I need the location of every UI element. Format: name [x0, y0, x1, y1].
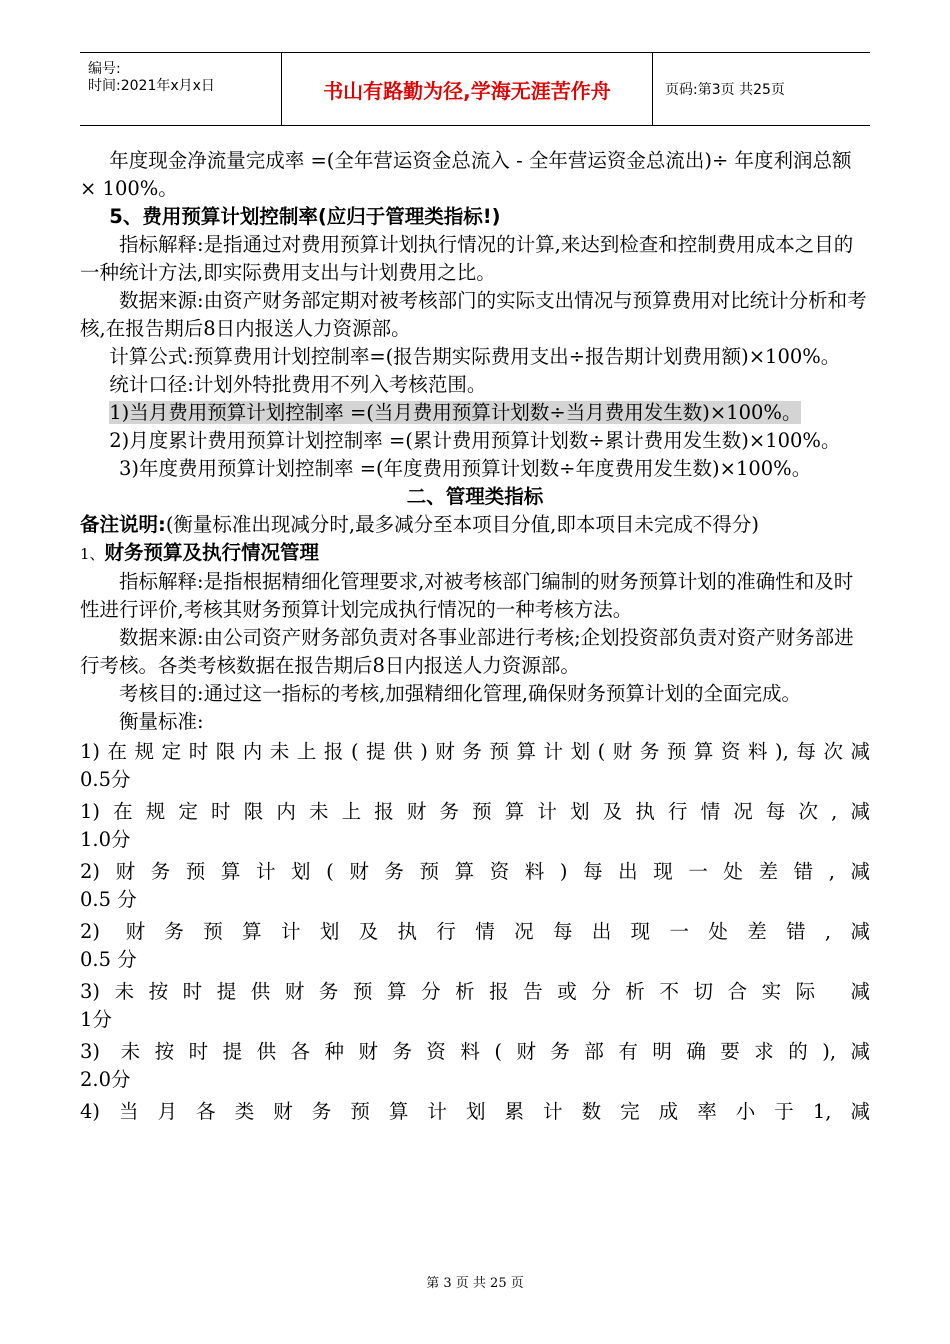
criteria-line: 2) 财务预算计划及执行情况每出现一处差错,减 [80, 920, 870, 943]
item-heading [80, 539, 870, 568]
criteria-line: 0.5分 [80, 768, 131, 791]
criteria-line: 0.5 分 [80, 948, 137, 971]
paragraph: 3)年度费用预算计划控制率 =(年度费用预算计划数÷年度费用发生数)×100%。 [119, 457, 812, 480]
criteria-line: 0.5 分 [80, 888, 137, 911]
header-meta [80, 53, 282, 125]
criteria-line: 1)在规定时限内未上报财务预算计划及执行情况每次,减 [80, 800, 870, 823]
header-motto: 书山有路勤为径,学海无涯苦作舟 [282, 53, 653, 125]
note-paragraph [80, 511, 870, 539]
criteria-line: 1分 [80, 1008, 112, 1031]
paragraph: 统计口径:计划外特批费用不列入考核范围。 [109, 373, 487, 396]
criteria-line: 3) 未按时提供各种财务资料(财务部有明确要求的),减 [80, 1040, 870, 1063]
paragraph: 指标解释:是指通过对费用预算计划执行情况的计算,来达到检查和控制费用成本之目的一种统计方法,即实际费用支出与计划费用之比。 [80, 233, 854, 284]
paragraph: 数据来源:由公司资产财务部负责对各事业部进行考核;企划投资部负责对资产财务部进行考核。各类考核数据在报告期后8日内报送人力资源部。 [80, 626, 854, 677]
item-number: 1、 [80, 545, 105, 563]
doc-time: 时间:2021年x月x日 [88, 78, 215, 94]
paragraph: 考核目的:通过这一指标的考核,加强精细化管理,确保财务预算计划的全面完成。 [119, 682, 801, 705]
criteria-line: 2)财务预算计划(财务预算资料)每出现一处差错,减 [80, 860, 870, 883]
criteria-line: 1)在规定时限内未上报(提供)财务预算计划(财务预算资料),每次减 [80, 740, 870, 763]
note-text: (衡量标准出现减分时,最多减分至本项目分值,即本项目未完成不得分) [165, 513, 759, 536]
page-footer: 第 3 页 共 25 页 [426, 1276, 524, 1291]
page-header [80, 52, 870, 126]
item-title: 财务预算及执行情况管理 [104, 541, 320, 564]
criteria-line: 3)未按时提供财务预算分析报告或分析不切合实际 减 [80, 980, 870, 1003]
subheading: 5、费用预算计划控制率(应归于管理类指标!) [109, 205, 501, 228]
paragraph: 数据来源:由资产财务部定期对被考核部门的实际支出情况与预算费用对比统计分析和考核,在报告期后8日内报送人力资源部。 [80, 289, 867, 340]
criteria-line: 4)当月各类财务预算计划累计数完成率小于1,减 [80, 1100, 870, 1123]
paragraph: 指标解释:是指根据精细化管理要求,对被考核部门编制的财务预算计划的准确性和及时性进行评价,考核其财务预算计划完成执行情况的一种考核方法。 [80, 570, 854, 621]
highlighted-text: 1)当月费用预算计划控制率 =(当月费用预算计划数÷当月费用发生数)×100%。 [109, 401, 802, 424]
paragraph-highlighted [80, 399, 870, 427]
paragraph: 计算公式:预算费用计划控制率=(报告期实际费用支出÷报告期计划费用额)×100%。 [109, 345, 841, 368]
paragraph: 衡量标准: [119, 710, 204, 733]
document-body [80, 147, 870, 1126]
doc-number-label: 编号: [88, 61, 121, 77]
section-title: 二、管理类指标 [406, 485, 544, 508]
header-page-info: 页码:第3页 共25页 [665, 82, 785, 98]
paragraph: 2)月度累计费用预算计划控制率 =(累计费用预算计划数÷累计费用发生数)×100%。 [109, 429, 841, 452]
criteria-line: 2.0分 [80, 1068, 131, 1091]
criteria-line: 1.0分 [80, 828, 131, 851]
paragraph: 年度现金净流量完成率 =(全年营运资金总流入 - 全年营运资金总流出)÷ 年度利润总额 × 100%。 [80, 149, 852, 200]
note-label: 备注说明: [80, 513, 166, 536]
